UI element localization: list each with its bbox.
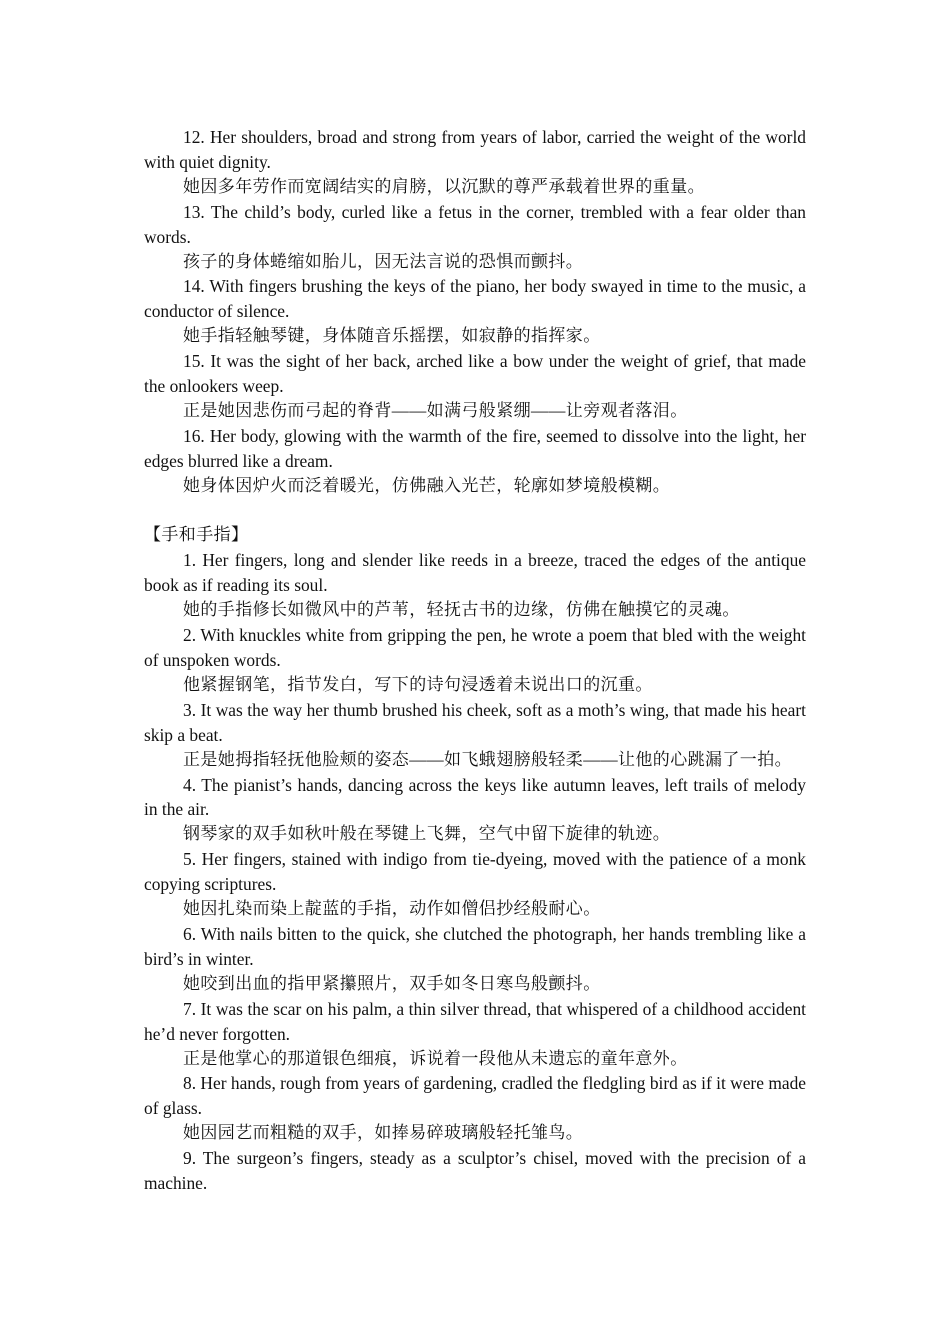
chinese-translation-4: 钢琴家的双手如秋叶般在琴键上飞舞，空气中留下旋律的轨迹。	[183, 824, 671, 844]
english-sentence-9: 9. The surgeon’s fingers, steady as a sculptor’s chisel, moved with the precision of a machine.	[144, 1148, 806, 1194]
chinese-translation-3: 正是她拇指轻抚他脸颊的姿态——如飞蛾翅膀般轻柔——让他的心跳漏了一拍。	[183, 749, 792, 769]
english-sentence-4: 4. The pianist’s hands, dancing across the keys like autumn leaves, left trails of melody in the air.	[144, 774, 806, 820]
chinese-translation-15: 正是她因悲伤而弓起的脊背——如满弓般紧绷——让旁观者落泪。	[183, 400, 688, 420]
english-sentence-15: 15. It was the sight of her back, arched like a bow under the weight of grief, that made the onlookers weep.	[144, 351, 806, 397]
english-sentence-1: 1. Her fingers, long and slender like reeds in a breeze, traced the edges of the antique book as if reading its soul.	[144, 550, 806, 596]
english-sentence-16: 16. Her body, glowing with the warmth of the fire, seemed to dissolve into the light, her edges blurred like a dream.	[144, 425, 806, 471]
chinese-translation-5: 她因扎染而染上靛蓝的手指，动作如僧侣抄经般耐心。	[183, 899, 601, 919]
english-sentence-3: 3. It was the way her thumb brushed his cheek, soft as a moth’s wing, that made his heart skip a beat.	[144, 699, 806, 745]
document-page	[144, 125, 806, 1196]
chinese-translation-13: 孩子的身体蜷缩如胎儿，因无法言说的恐惧而颤抖。	[183, 251, 584, 271]
english-sentence-8: 8. Her hands, rough from years of gardening, cradled the fledgling bird as if it were made of glass.	[144, 1073, 806, 1119]
chinese-translation-16: 她身体因炉火而泛着暖光，仿佛融入光芒，轮廓如梦境般模糊。	[183, 475, 671, 495]
english-sentence-5: 5. Her fingers, stained with indigo from tie-dyeing, moved with the patience of a monk copying scriptures.	[144, 849, 806, 895]
chinese-translation-8: 她因园艺而粗糙的双手，如捧易碎玻璃般轻托雏鸟。	[183, 1123, 584, 1143]
chinese-translation-2: 他紧握钢笔，指节发白，写下的诗句浸透着未说出口的沉重。	[183, 674, 653, 694]
english-sentence-14: 14. With fingers brushing the keys of the piano, her body swayed in time to the music, a conductor of silence.	[144, 276, 806, 322]
chinese-translation-6: 她咬到出血的指甲紧攥照片，双手如冬日寒鸟般颤抖。	[183, 973, 601, 993]
english-sentence-6: 6. With nails bitten to the quick, she clutched the photograph, her hands trembling like a bird’s in winter.	[144, 923, 806, 969]
english-sentence-2: 2. With knuckles white from gripping the pen, he wrote a poem that bled with the weight of unspoken words.	[144, 625, 806, 671]
chinese-translation-12: 她因多年劳作而宽阔结实的肩膀，以沉默的尊严承载着世界的重量。	[183, 176, 705, 196]
section-gap	[144, 499, 806, 524]
section-hands-fingers	[144, 523, 806, 1195]
chinese-translation-1: 她的手指修长如微风中的芦苇，轻抚古书的边缘，仿佛在触摸它的灵魂。	[183, 600, 740, 620]
english-sentence-12: 12. Her shoulders, broad and strong from years of labor, carried the weight of the world with quiet dignity.	[144, 127, 806, 172]
section-heading: 【手和手指】	[144, 525, 249, 545]
chinese-translation-7: 正是他掌心的那道银色细痕，诉说着一段他从未遗忘的童年意外。	[183, 1048, 688, 1068]
chinese-translation-14: 她手指轻触琴键，身体随音乐摇摆，如寂静的指挥家。	[183, 326, 601, 346]
english-sentence-7: 7. It was the scar on his palm, a thin silver thread, that whispered of a childhood accident he’d never forgotten.	[144, 998, 806, 1044]
english-sentence-13: 13. The child’s body, curled like a fetus in the corner, trembled with a fear older than words.	[144, 201, 806, 247]
section-body-sentences	[144, 125, 806, 499]
